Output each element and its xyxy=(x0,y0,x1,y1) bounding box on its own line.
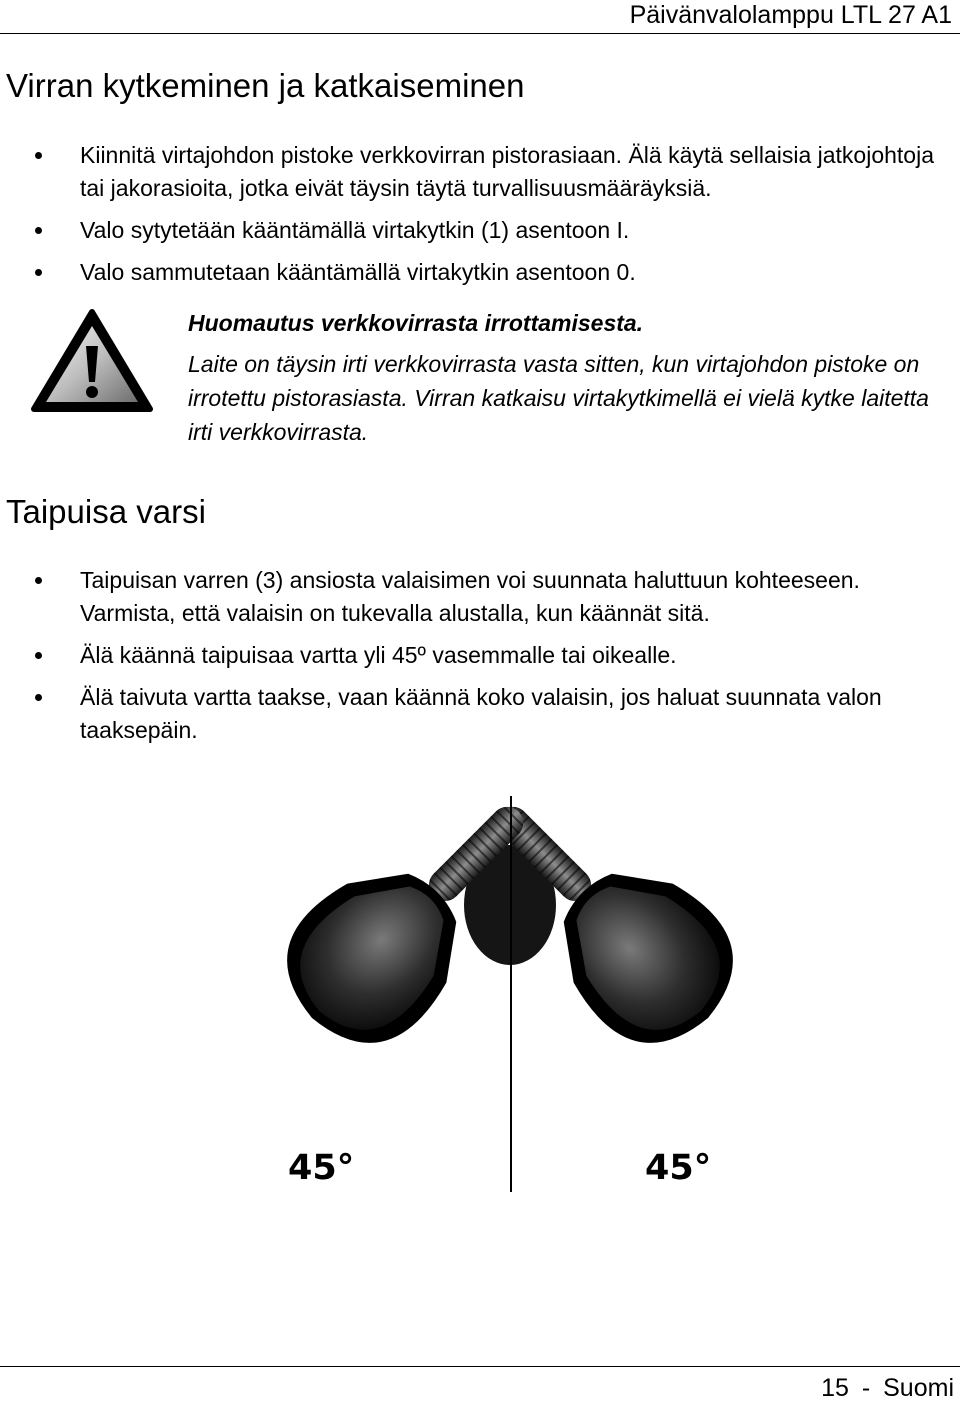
list-item: Taipuisan varren (3) ansiosta valaisimen voi suunnata haluttuun kohteeseen. Varmista, että valaisin on tukevalla alustalla, kun käännät sitä. xyxy=(0,564,960,630)
list-item: Kiinnitä virtajohdon pistoke verkkovirran pistorasiaan. Älä käytä sellaisia jatkojohtoja tai jakorasioita, jotka eivät täysin täytä turvallisuusmääräyksiä. xyxy=(0,139,960,205)
section-heading-power: Virran kytkeminen ja katkaiseminen xyxy=(6,67,525,104)
bullet-icon xyxy=(35,577,42,584)
list-item: Valo sammutetaan kääntämällä virtakytkin asentoon 0. xyxy=(0,256,960,289)
list-item: Älä taivuta vartta taakse, vaan käännä koko valaisin, jos haluat suunnata valon taaksepäin. xyxy=(0,681,960,747)
bullet-icon xyxy=(35,694,42,701)
flexible-arm-instructions-list xyxy=(0,564,960,747)
bullet-icon xyxy=(35,227,42,234)
page-footer: 15 - Suomi xyxy=(821,1374,954,1402)
bullet-icon xyxy=(35,652,42,659)
header-divider xyxy=(0,33,960,34)
left-angle-label: 45° xyxy=(288,1148,355,1188)
list-item: Valo sytytetään kääntämällä virtakytkin (1) asentoon I. xyxy=(0,214,960,247)
list-item: Älä käännä taipuisaa vartta yli 45º vasemmalle tai oikealle. xyxy=(0,639,960,672)
lamp-rotation-illustration xyxy=(280,790,740,1200)
power-instructions-list xyxy=(0,139,960,289)
note-title: Huomautus verkkovirrasta irrottamisesta. xyxy=(188,310,644,336)
footer-divider xyxy=(0,1366,960,1367)
document-header-title: Päivänvalolamppu LTL 27 A1 xyxy=(629,1,952,29)
bullet-icon xyxy=(35,269,42,276)
section-heading-flexible-arm: Taipuisa varsi xyxy=(6,493,206,530)
right-angle-label: 45° xyxy=(645,1148,712,1188)
bullet-icon xyxy=(35,152,42,159)
note-body: Laite on täysin irti verkkovirrasta vasta sitten, kun virtajohdon pistoke on irrotettu pistorasiasta. Virran katkaisu virtakytkimellä ei vielä kytke laitetta irti verkkovirrasta. xyxy=(188,351,929,445)
warning-triangle-icon xyxy=(30,308,154,414)
